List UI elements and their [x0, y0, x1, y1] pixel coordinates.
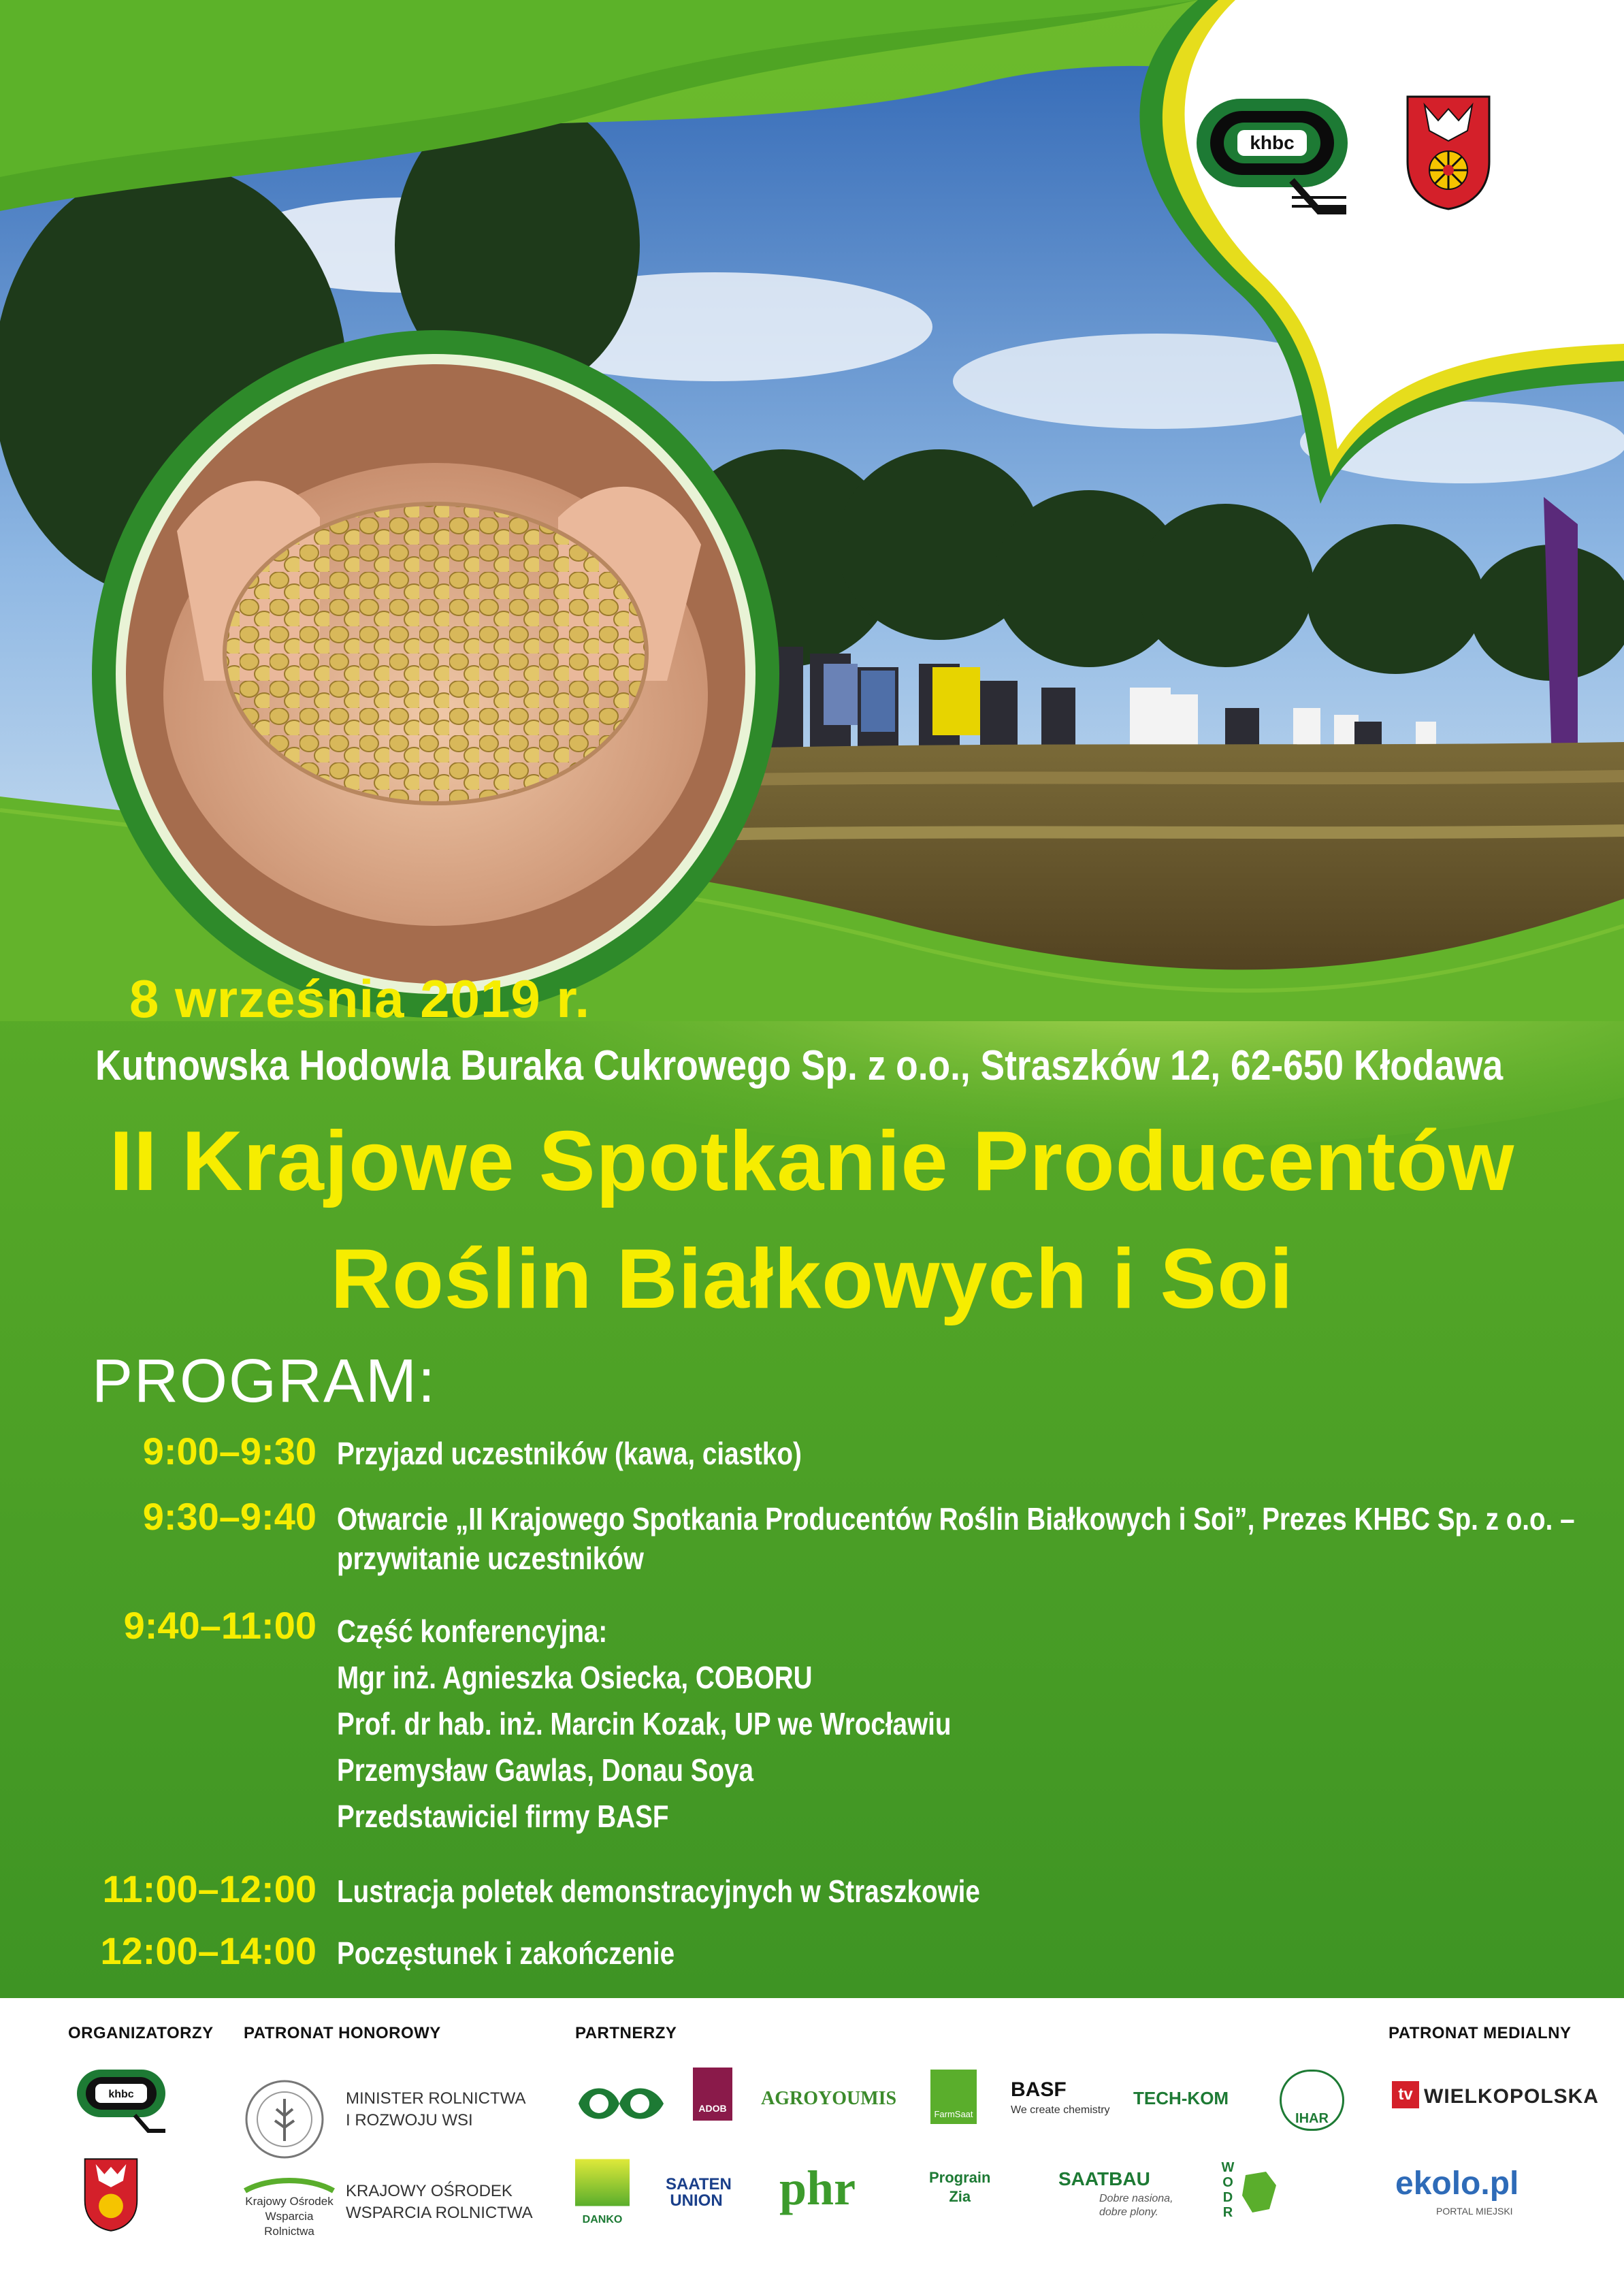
- program-desc-1: Przyjazd uczestników (kawa, ciastko): [337, 1436, 802, 1471]
- techkom-logo: TECH-KOM: [1133, 2088, 1229, 2108]
- ekolo-logo: ekolo.pl: [1395, 2166, 1519, 2202]
- saaten-union-logo: SAATEN UNION: [666, 2175, 732, 2210]
- phr-logo: phr: [779, 2161, 856, 2215]
- media-heading: PATRONAT MEDIALNY: [1388, 2024, 1572, 2042]
- program-time-4: 11:00–12:00: [102, 1867, 316, 1910]
- khbc-logo-text: khbc: [1250, 132, 1295, 153]
- danko-logo: DANKO: [575, 2151, 630, 2230]
- basf-tagline: We create chemistry: [1011, 2104, 1110, 2116]
- coat-of-arms-icon: [1401, 90, 1496, 212]
- kowr-logo-icon: [242, 2174, 337, 2238]
- adob-logo: ADOB: [693, 2068, 732, 2121]
- program-time-5: 12:00–14:00: [100, 1929, 316, 1972]
- saatbau-logo: SAATBAU: [1058, 2168, 1150, 2189]
- organizer-khbc-logo-icon: [74, 2066, 169, 2134]
- wodr-logo: WODR: [1220, 2160, 1235, 2220]
- program-time-3: 9:40–11:00: [123, 1604, 316, 1647]
- basf-logo: BASF: [1011, 2078, 1067, 2101]
- ministry-seal-icon: [244, 2078, 325, 2160]
- tv-logo: tv: [1392, 2081, 1419, 2108]
- sponsors-footer: [0, 1998, 1624, 2284]
- khbc-logo-icon: [1190, 92, 1354, 225]
- wielkopolska-map-icon: [1239, 2168, 1280, 2216]
- organizer-coat-of-arms-icon: [80, 2155, 142, 2233]
- event-title-line2: Roślin Białkowych i Soi: [330, 1232, 1294, 1326]
- event-address: Kutnowska Hodowla Buraka Cukrowego Sp. z o.o., Straszków 12, 62-650 Kłodawa: [95, 1042, 1504, 1089]
- ekolo-tagline: PORTAL MIEJSKI: [1436, 2206, 1513, 2217]
- kowr-label: KRAJOWY OŚRODEK WSPARCIA ROLNICTWA: [346, 2182, 533, 2222]
- farmsaat-logo: FarmSaat: [930, 2070, 977, 2124]
- program-time-1: 9:00–9:30: [142, 1430, 316, 1473]
- coboru-logo-icon: [572, 2080, 670, 2127]
- agroyoumis-logo: AGROYOUMIS: [761, 2088, 897, 2109]
- saatbau-tagline: Dobre nasiona, dobre plony.: [1099, 2193, 1173, 2218]
- kowr-logo-text: Krajowy Ośrodek Wsparcia Rolnictwa: [245, 2195, 334, 2238]
- organizers-heading: ORGANIZATORZY: [68, 2024, 214, 2042]
- program-time-2: 9:30–9:40: [142, 1495, 316, 1538]
- program-desc-4: Lustracja poletek demonstracyjnych w Straszkowie: [337, 1873, 980, 1909]
- program-desc-5: Poczęstunek i zakończenie: [337, 1935, 675, 1971]
- prograin-logo: Prograin Zia: [929, 2169, 991, 2205]
- wielkopolska-logo: WIELKOPOLSKA: [1424, 2085, 1599, 2108]
- minister-label: MINISTER ROLNICTWA I ROZWOJU WSI: [346, 2089, 526, 2129]
- ihar-logo: IHAR: [1280, 2070, 1344, 2131]
- event-title-line1: II Krajowe Spotkanie Producentów: [109, 1114, 1515, 1208]
- program-heading: PROGRAM:: [92, 1347, 437, 1415]
- organizer-khbc-logo-text: khbc: [108, 2089, 134, 2100]
- honorary-heading: PATRONAT HONOROWY: [244, 2024, 441, 2042]
- partners-heading: PARTNERZY: [575, 2024, 677, 2042]
- program-desc-2: Otwarcie „II Krajowego Spotkania Producentów Roślin Białkowych i Soi”, Prezes KHBC Sp. z o.o. – przywitanie uczestników: [337, 1501, 1575, 1576]
- event-date: 8 września 2019 r.: [129, 969, 591, 1029]
- program-desc-3: Część konferencyjna: Mgr inż. Agnieszka Osiecka, COBORU Prof. dr hab. inż. Marcin Kozak, UP we Wrocławiu Przemysław Gawlas, Donau Soya Przedstawiciel firmy BASF: [337, 1613, 952, 1834]
